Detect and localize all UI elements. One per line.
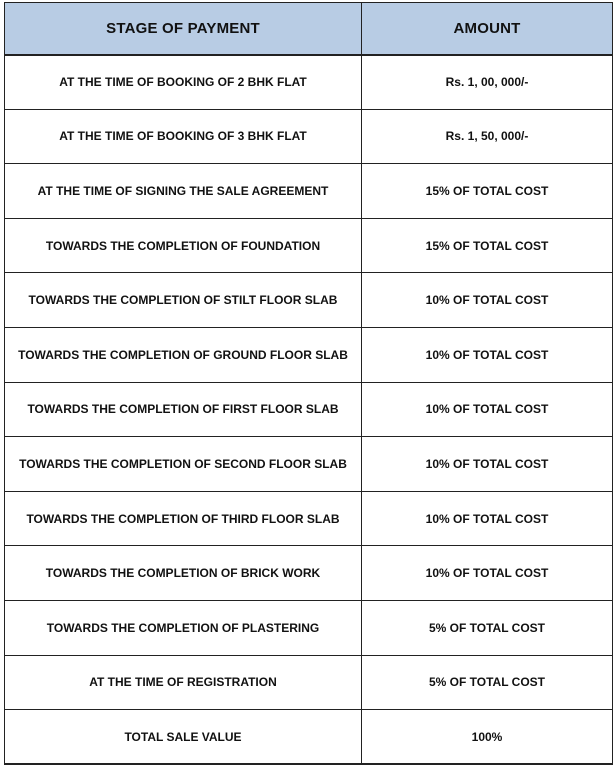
amount-cell: Rs. 1, 00, 000/- (362, 55, 613, 110)
stage-cell: TOWARDS THE COMPLETION OF SECOND FLOOR SLAB (5, 437, 362, 492)
table-row (5, 546, 613, 601)
stage-cell: TOWARDS THE COMPLETION OF STILT FLOOR SLAB (5, 273, 362, 328)
amount-cell: 10% OF TOTAL COST (362, 491, 613, 546)
amount-cell: 15% OF TOTAL COST (362, 164, 613, 219)
stage-cell: TOWARDS THE COMPLETION OF FIRST FLOOR SLAB (5, 382, 362, 437)
amount-cell: 10% OF TOTAL COST (362, 546, 613, 601)
stage-cell: AT THE TIME OF REGISTRATION (5, 655, 362, 710)
amount-cell: 10% OF TOTAL COST (362, 273, 613, 328)
total-row (5, 710, 613, 765)
table-row (5, 109, 613, 164)
amount-cell: 5% OF TOTAL COST (362, 600, 613, 655)
table-row (5, 382, 613, 437)
stage-cell: TOWARDS THE COMPLETION OF THIRD FLOOR SLAB (5, 491, 362, 546)
table-row (5, 218, 613, 273)
stage-cell: AT THE TIME OF BOOKING OF 2 BHK FLAT (5, 55, 362, 110)
stage-of-payment-header: STAGE OF PAYMENT (5, 3, 362, 55)
amount-cell: 5% OF TOTAL COST (362, 655, 613, 710)
table-header-row (5, 3, 613, 55)
stage-cell: TOWARDS THE COMPLETION OF GROUND FLOOR SLAB (5, 327, 362, 382)
total-sale-value-label: TOTAL SALE VALUE (5, 710, 362, 765)
stage-cell: TOWARDS THE COMPLETION OF PLASTERING (5, 600, 362, 655)
amount-cell: 10% OF TOTAL COST (362, 382, 613, 437)
payment-schedule-table (4, 2, 613, 765)
table-row (5, 600, 613, 655)
table-row (5, 655, 613, 710)
amount-header: AMOUNT (362, 3, 613, 55)
table-row (5, 164, 613, 219)
amount-cell: 10% OF TOTAL COST (362, 327, 613, 382)
total-sale-value-amount: 100% (362, 710, 613, 765)
stage-cell: TOWARDS THE COMPLETION OF FOUNDATION (5, 218, 362, 273)
amount-cell: 10% OF TOTAL COST (362, 437, 613, 492)
table-row (5, 55, 613, 110)
amount-cell: Rs. 1, 50, 000/- (362, 109, 613, 164)
stage-cell: TOWARDS THE COMPLETION OF BRICK WORK (5, 546, 362, 601)
payment-schedule-sheet (4, 2, 612, 764)
table-row (5, 273, 613, 328)
table-row (5, 437, 613, 492)
stage-cell: AT THE TIME OF SIGNING THE SALE AGREEMENT (5, 164, 362, 219)
stage-cell: AT THE TIME OF BOOKING OF 3 BHK FLAT (5, 109, 362, 164)
table-row (5, 327, 613, 382)
table-row (5, 491, 613, 546)
amount-cell: 15% OF TOTAL COST (362, 218, 613, 273)
